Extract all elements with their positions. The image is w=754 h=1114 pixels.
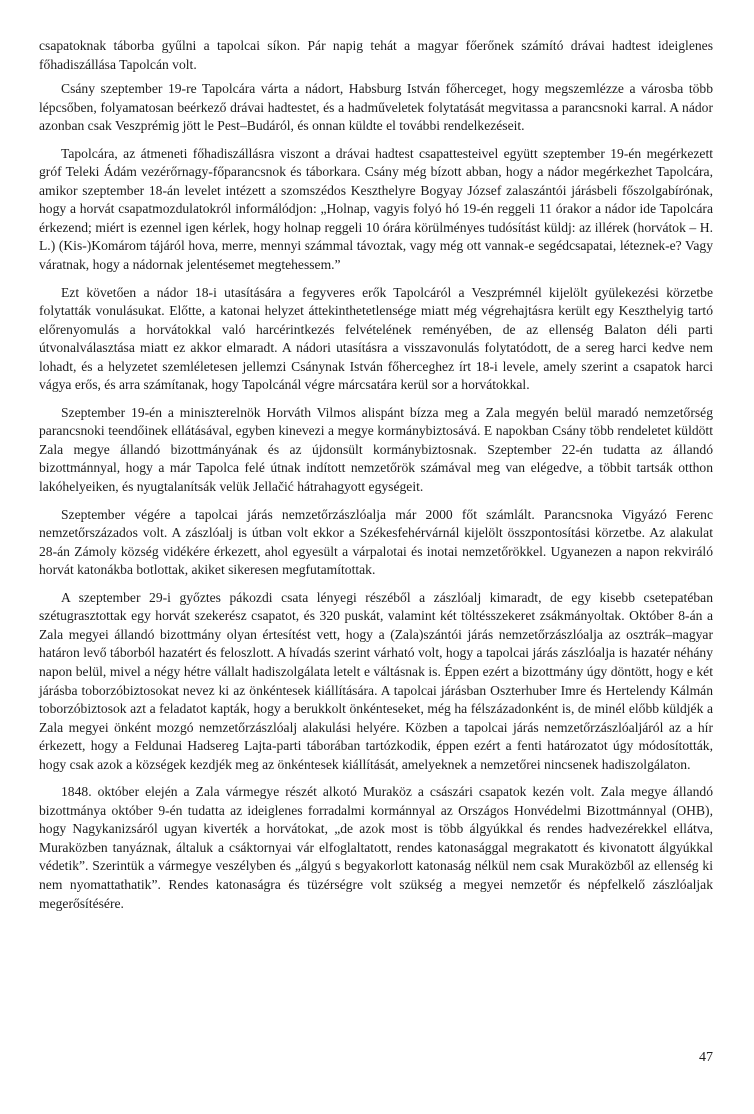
page-number: 47 <box>699 1050 713 1065</box>
paragraph-4: Ezt követően a nádor 18-i utasítására a fegyveres erők Tapolcáról a Veszprémnél kijelölt gyülekezési körzetbe folytatták vonulásukat. Előtte, a katonai helyzet áttekinthetetlensége miatt még végrehajtásra került egy Keszthelyig tartó előrenyomulás a horvátokkal való harcérintkezés felvételének reményében, de az ellenség Balaton déli parti útvonalválasztása miatt ez akkor elmaradt. A nádori utasításra a visszavonulás folytatódott, de a sereg harci kedve nem lohadt, és a helyzetet szemléletesen jellemzi Csánynak István főherceghez írt 18-i levele, amely szerint a csapatok harci vágya erős, és arra számítanak, hogy Tapolcánál végre márcsatára kerül sor a horvátokkal. <box>39 284 713 393</box>
paragraph-6: Szeptember végére a tapolcai járás nemzetőrzászlóalja már 2000 főt számlált. Parancsnoka Vigyázó Ferenc nemzetőrszázados volt. A zászlóalj is útban volt ekkor a Székesfehérvárnál kijelölt összpontosítási körzetbe. Az alakulat 28-án Zámoly község vidékére érkezett, ahol egyesült a várpalotai és inotai nemzetőrökkel. Ugyanezen a napon rekviráló horvát katonákba botlottak, akiket sikeresen megfutamítottak. <box>39 506 713 578</box>
paragraph-2: Csány szeptember 19-re Tapolcára várta a nádort, Habsburg István főherceget, hogy megszemlézze a városba több lépcsőben, folyamatosan beérkező drávai hadtestet, és a hadműveletek folytatását megvitassa a parancsnoki karral. A nádor azonban csak Veszprémig jött le Pest–Budáról, és onnan küldte el további rendelkezéseit. <box>39 81 713 134</box>
paragraph-5: Szeptember 19-én a miniszterelnök Horváth Vilmos alispánt bízza meg a Zala megyén belül maradó nemzetőrség parancsnoki teendőinek ellátásával, egyben kinevezi a megye kormánybiztosává. E napokban Csány több rendeletet küldött Zala megye állandó bizottmányának és az újdonsült kormánybiztosnak. Szeptember 22-én tudatta az állandó bizottmánnyal, hogy a már Tapolca felé útnak indított nemzetőrök számával meg van elégedve, a többit tartsák otthon lakóhelyeiken, és nyugtalanítsák velük Jellačić hátrahagyott egységeit. <box>39 404 713 495</box>
paragraph-3: Tapolcára, az átmeneti főhadiszállásra viszont a drávai hadtest csapattesteivel együtt szeptember 19-én megérkezett gróf Teleki Ádám vezérőrnagy-főparancsnok és táborkara. Csány még bízott abban, hogy a nádor megérkezhet Tapolcára, amikor szeptember 18-án levelet intézett a szomszédos Keszthelyre Bogyay József zalaszántói járásbeli főszolgabírónak, hogy a horvát csapatmozdulatokról informálódjon: „Holnap, vagyis folyó hó 19-én reggeli 11 órakor a nádor ide Tapolcára érkezend; miért is ezennel igen kérlek, hogy holnap reggeli 10 órára körülményes tudósítást küldj: az illérek (horvátok – H. L.) (Kis-)Komárom tájáról hova, merre, mennyi számmal távoztak, vagy még ott vannak-e segédcsapatai, léteznek-e? Vagy váratnak, hogy a nádornak jelentésemet megtehessem.” <box>39 145 713 273</box>
paragraph-1: csapatoknak táborba gyűlni a tapolcai síkon. Pár napig tehát a magyar főerőnek számító drávai hadtest ideiglenes főhadiszállása Tapolcán volt. <box>39 38 713 72</box>
page-text-body <box>39 37 713 922</box>
paragraph-8: 1848. október elején a Zala vármegye részét alkotó Muraköz a császári csapatok kezén volt. Zala megye állandó bizottmánya október 9-én tudatta az ideiglenes forradalmi kormánnyal az Országos Honvédelmi Bizottmánnyal (OHB), hogy Nagykanizsáról ugyan kiverték a horvátokat, „de azok most is több álgyúkkal és rendes hadvezérekkel ellátva, Muraközben tanyáznak, általuk a csáktornyai vár elfoglaltatott, rendes katonasággal megrakatott és kivonatott álgyúkkal védetik”. Szerintük a vármegye veszélyben és „álgyú s begyakorlott katonaság nélkül nem csak Muraközből az ellenség ki nem nyomattathatik”. Rendes katonaságra és tüzérségre volt szükség a megyei nemzetőr és népfelkelő zászlóaljak megerősítésére. <box>39 784 713 911</box>
paragraph-7: A szeptember 29-i győztes pákozdi csata lényegi részéből a zászlóalj kimaradt, de egy kisebb csetepatéban szétugrasztottak egy horvát szekerész csapatot, és 320 puskát, valamint két töltésszekeret zsákmányoltak. Október 8-án a Zala megyei állandó bizottmány olyan értesítést vett, hogy a (Zala)szántói járás nemzetőrzászlóalja az osztrák–magyar határon levő táborból hazatért és feloszlott. A hívadás szerint várható volt, hogy a tapolcai járás zászlóalja is hazatér néhány napon belül, mivel a négy hétre vállalt hadiszolgálata letelt e váltásnak is. Éppen ezért a bizottmány úgy döntött, hogy e két járásba toborzóbiztosokat nevez ki az önkéntesek kiállítására. A tapolcai járásban Oszterhuber Imre és Hertelendy Kálmán toborzóbiztosok azt a feladatot kapták, hogy a berukkolt önkénteseket, még ha félszázadonként is, de minél előbb küldjék a Zala megyei önként mozgó nemzetőrzászlóalj alakulási helyére. Közben a tapolcai járás nemzetőrzászlóaljáról az a hír érkezett, hogy a Feldunai Hadsereg Lajta-parti táborában tartózkodik, éppen ezért a fenti határozatot úgy módosították, hogy csak azok a községek kezdjék meg az önkéntesek kiállítását, amelyeknek a nemzetőrei nincsenek hadiszolgálaton. <box>39 589 713 772</box>
